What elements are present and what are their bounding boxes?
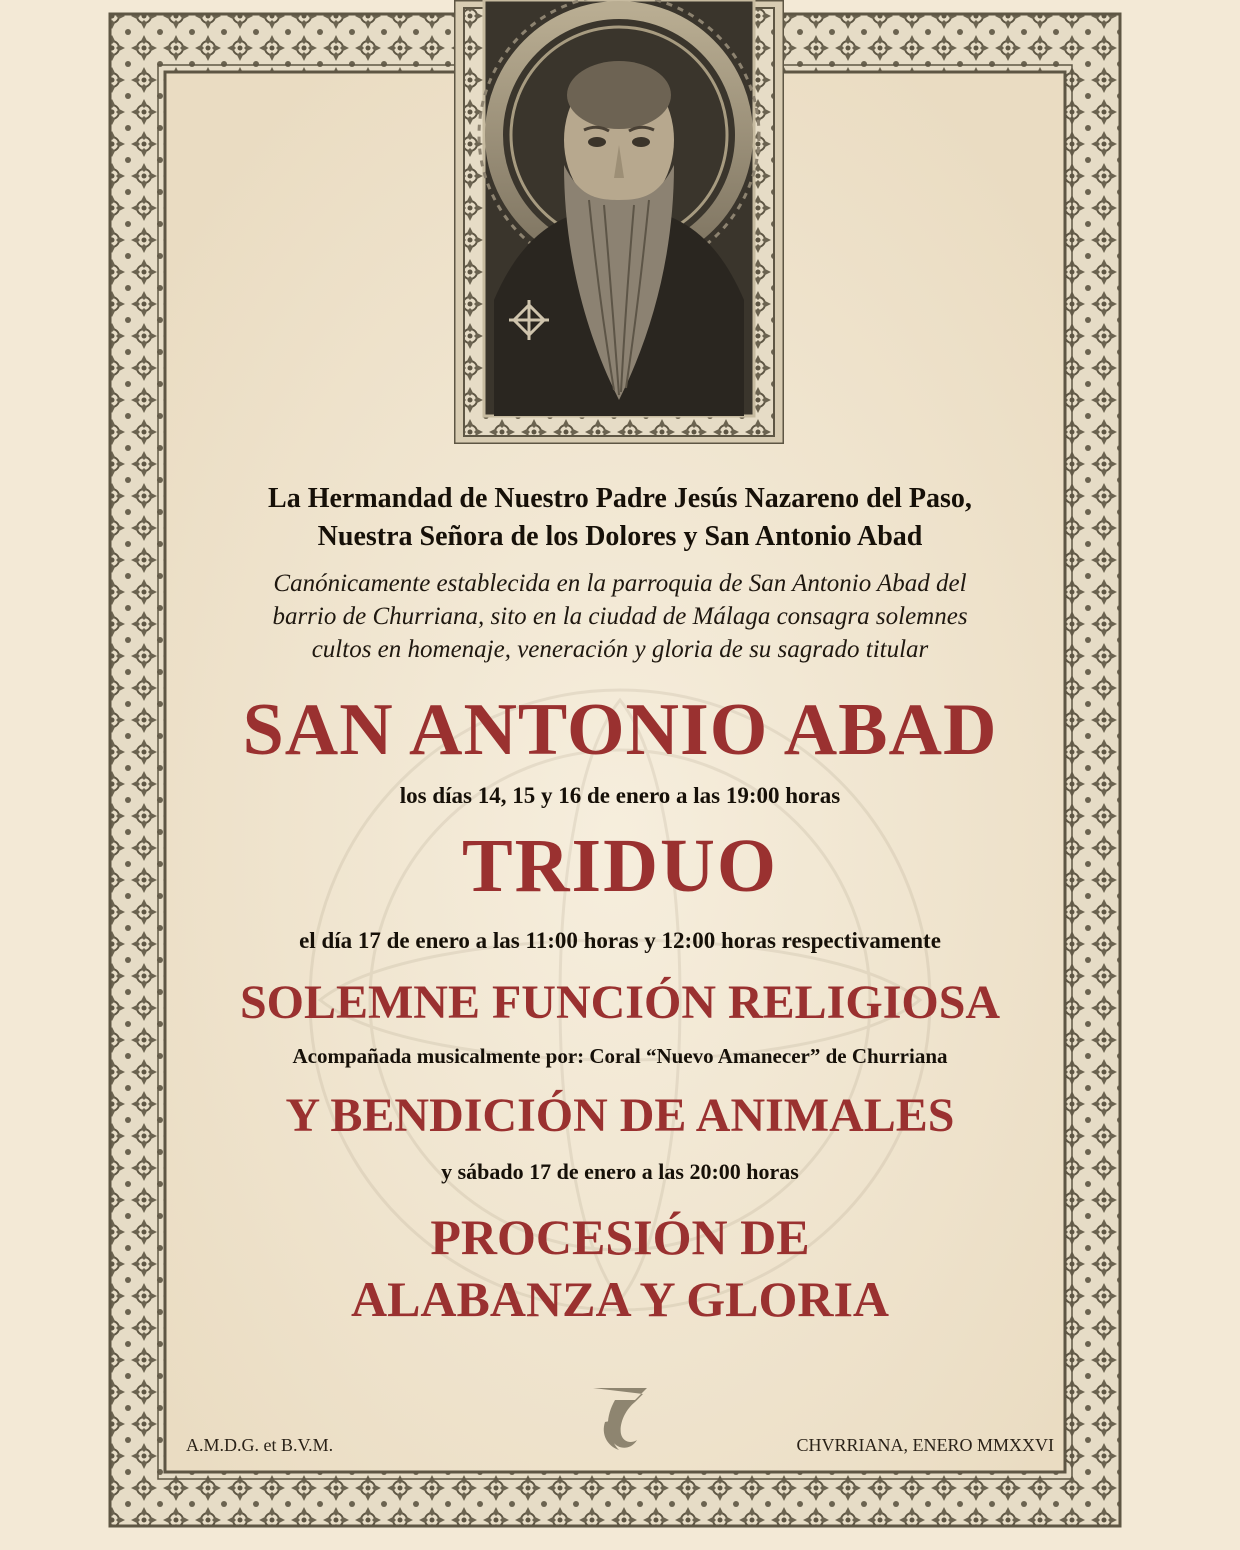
brotherhood-emblem-icon xyxy=(585,1380,655,1460)
bendicion-heading: Y BENDICIÓN DE ANIMALES xyxy=(285,1089,955,1142)
procesion-heading-line1: PROCESIÓN DE xyxy=(430,1209,810,1265)
intro-line2: barrio de Churriana, sito en la ciudad de Málaga consagra solemnes xyxy=(272,603,968,630)
footer-right-text: CHVRRIANA, ENERO MMXXVI xyxy=(796,1435,1054,1455)
funcion-heading: SOLEMNE FUNCIÓN RELIGIOSA xyxy=(239,976,1001,1029)
brotherhood-name-line1: La Hermandad de Nuestro Padre Jesús Nazareno del Paso, xyxy=(268,483,972,514)
titular-heading: SAN ANTONIO ABAD xyxy=(242,689,998,771)
funcion-dates: el día 17 de enero a las 11:00 horas y 12:00 horas respectivamente xyxy=(299,928,941,953)
footer-left-text: A.M.D.G. et B.V.M. xyxy=(186,1435,334,1455)
triduo-dates: los días 14, 15 y 16 de enero a las 19:00 horas xyxy=(399,783,841,808)
procesion-heading-line2: ALABANZA Y GLORIA xyxy=(350,1271,890,1327)
intro-line1: Canónicamente establecida en la parroquia de San Antonio Abad del xyxy=(273,570,967,597)
triduo-heading: TRIDUO xyxy=(461,824,779,908)
brotherhood-name-line2: Nuestra Señora de los Dolores y San Antonio Abad xyxy=(317,521,923,552)
intro-line3: cultos en homenaje, veneración y gloria de su sagrado titular xyxy=(311,636,929,663)
music-accompaniment: Acompañada musicalmente por: Coral “Nuevo Amanecer” de Churriana xyxy=(292,1044,948,1068)
procesion-dates: y sábado 17 de enero a las 20:00 horas xyxy=(441,1159,799,1184)
saint-portrait-icon xyxy=(454,0,784,444)
